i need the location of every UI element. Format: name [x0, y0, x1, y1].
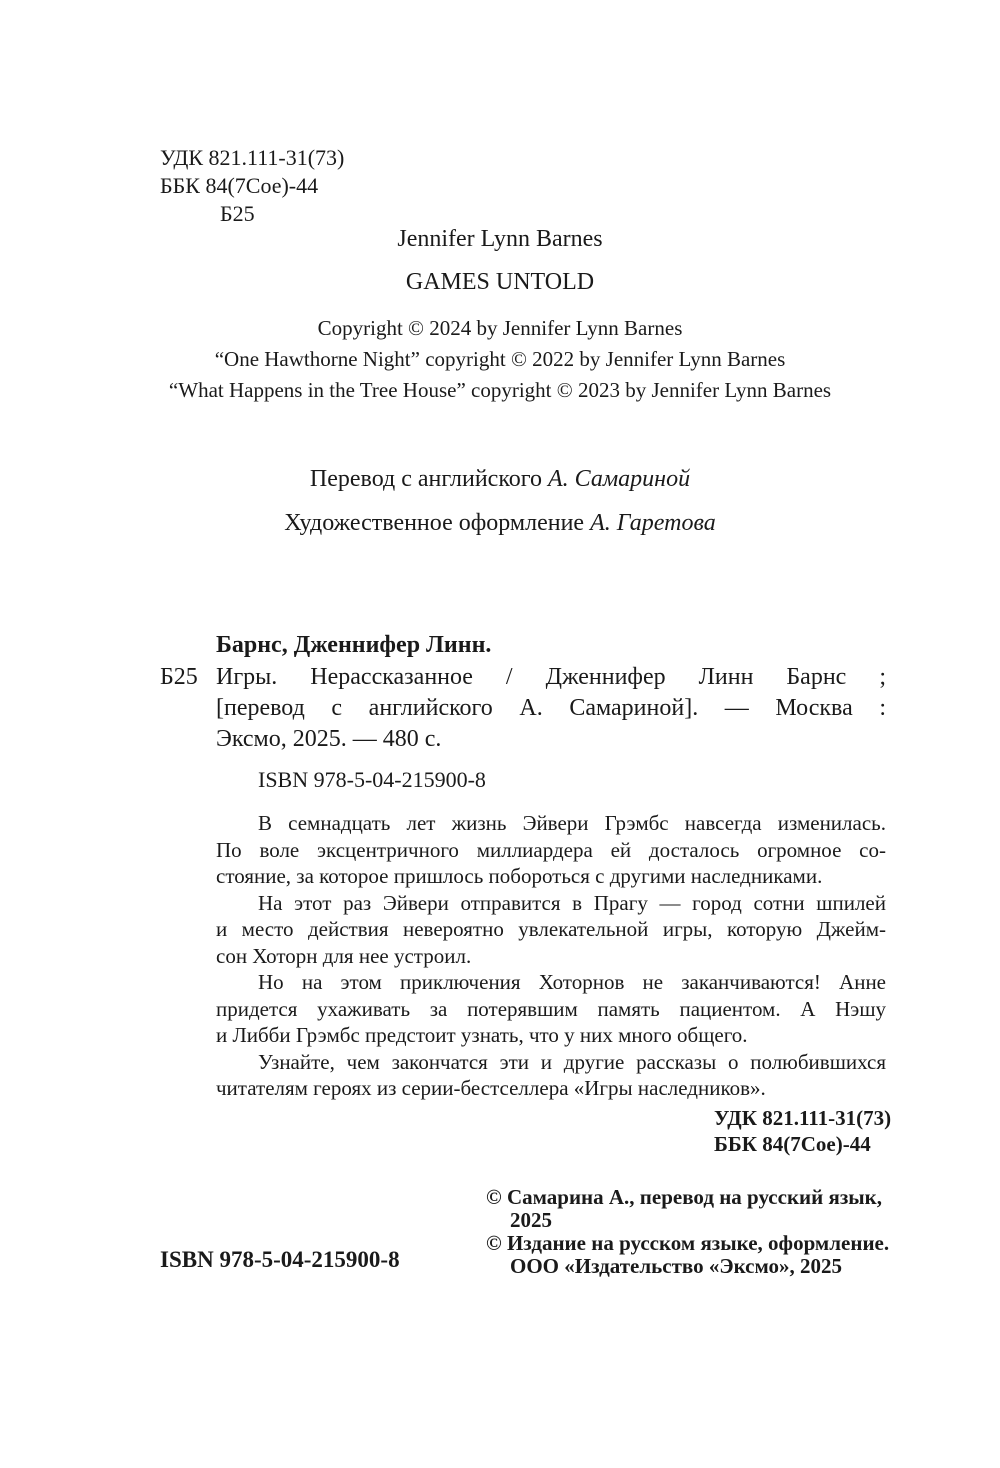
copyright-line: Copyright © 2024 by Jennifer Lynn Barnes: [317, 316, 683, 340]
catalog-line: Эксмо, 2025. — 480 с.: [216, 726, 442, 752]
original-author: Jennifer Lynn Barnes: [397, 226, 603, 252]
annotation-line: сон Хоторн для нее устроил.: [216, 944, 472, 968]
copyright-line: ООО «Издательство «Эксмо», 2025: [510, 1254, 843, 1278]
copyright-line: “What Happens in the Tree House” copyright © 2023 by Jennifer Lynn Barnes: [168, 378, 832, 402]
annotation-line: стояние, за которое пришлось побороться с другими наследниками.: [216, 864, 823, 888]
catalog-isbn: ISBN 978-5-04-215900-8: [258, 767, 486, 792]
annotation-line: и место действия невероятно увлекательной игры, которую Джейм-: [216, 917, 886, 941]
copyright-line: “One Hawthorne Night” copyright © 2022 by Jennifer Lynn Barnes: [214, 347, 786, 371]
annotation-line: По воле эксцентричного миллиардера ей досталось огромное со-: [216, 838, 886, 862]
design-label: Художественное оформление: [284, 510, 585, 536]
catalog-line: [перевод с английского А. Самариной]. — Москва :: [216, 695, 886, 721]
annotation-line: читателям героях из серии-бестселлера «Игры наследников».: [216, 1076, 766, 1100]
author-sign-code: Б25: [220, 201, 255, 226]
udk-code: УДК 821.111-31(73): [160, 145, 345, 170]
copyright-line: 2025: [510, 1208, 552, 1232]
annotation-line: Узнайте, чем закончатся эти и другие рассказы о полюбившихся: [258, 1050, 886, 1074]
annotation-line: и Либби Грэмбс предстоит узнать, что у них много общего.: [216, 1023, 748, 1047]
design-credit: [0, 508, 1000, 538]
annotation-line: придется ухаживать за потерявшим память пациентом. А Нэшу: [216, 997, 886, 1021]
translation-label: Перевод с английского: [309, 466, 543, 492]
annotation-line: На этот раз Эйвери отправится в Прагу — город сотни шпилей: [258, 891, 886, 915]
annotation-line: В семнадцать лет жизнь Эйвери Грэмбс навсегда изменилась.: [258, 811, 886, 835]
catalog-author-heading: Барнс, Дженнифер Линн.: [216, 632, 492, 658]
copyright-line: © Издание на русском языке, оформление.: [486, 1231, 890, 1255]
catalog-code: Б25: [160, 664, 198, 690]
designer-name: А. Гаретова: [590, 510, 716, 536]
original-title: GAMES UNTOLD: [405, 269, 595, 295]
translation-credit: [0, 464, 1000, 494]
copyright-line: © Самарина А., перевод на русский язык,: [486, 1185, 883, 1209]
annotation-line: Но на этом приключения Хоторнов не заканчиваются! Анне: [258, 970, 886, 994]
catalog-line: Игры. Нерассказанное / Дженнифер Линн Барнс ;: [216, 664, 886, 690]
bbk-code: ББК 84(7Сое)-44: [160, 173, 319, 198]
translator-name: А. Самариной: [548, 466, 691, 492]
footer-isbn: ISBN 978-5-04-215900-8: [160, 1247, 400, 1272]
index-bbk: ББК 84(7Сое)-44: [714, 1132, 871, 1156]
index-udk: УДК 821.111-31(73): [714, 1106, 892, 1130]
